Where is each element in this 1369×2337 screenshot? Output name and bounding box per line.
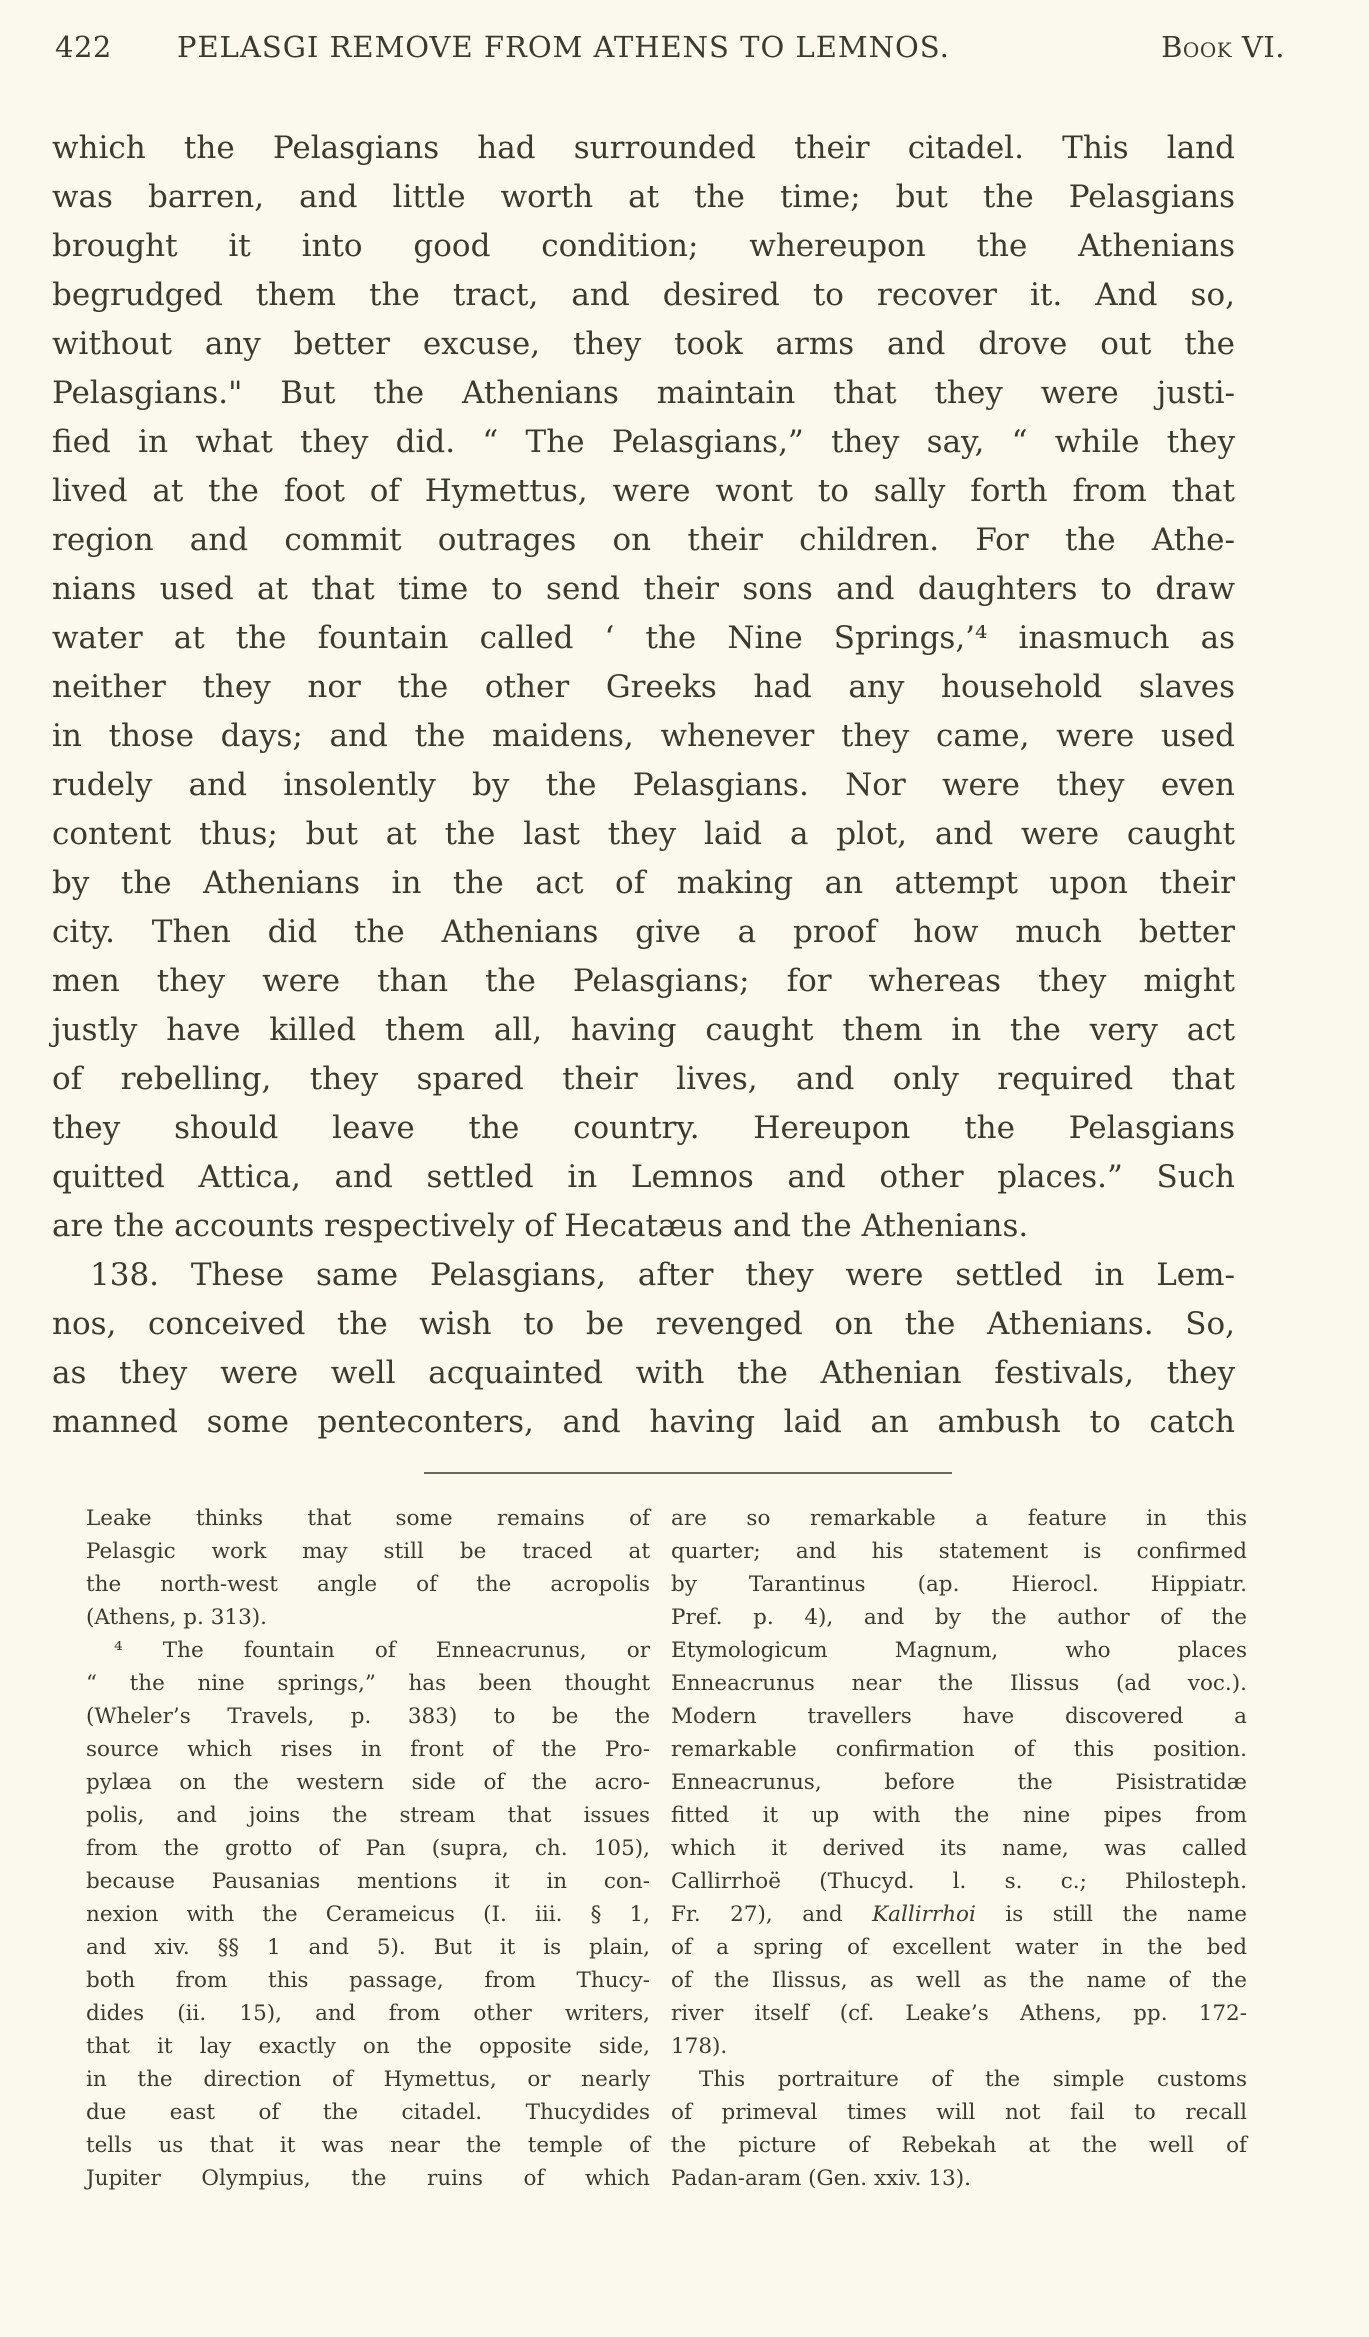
- footnotes-left-column: [86, 1502, 650, 2195]
- text-line: fied in what they did. “ The Pelasgians,” they say, “ while they: [52, 424, 1235, 460]
- text-line: which the Pelasgians had surrounded their citadel. This land: [52, 130, 1235, 166]
- footnote-line: Padan-aram (Gen. xxiv. 13).: [671, 2166, 971, 2191]
- footnote-line: polis, and joins the stream that issues: [86, 1803, 650, 1828]
- running-title: PELASGI REMOVE FROM ATHENS TO LEMNOS.: [177, 30, 950, 64]
- footnotes-right-column: [671, 1502, 1247, 2195]
- footnote-line: Jupiter Olympius, the ruins of which: [86, 2166, 650, 2191]
- footnote-line: in the direction of Hymettus, or nearly: [86, 2067, 650, 2092]
- text-line: without any better excuse, they took arms and drove out the: [52, 326, 1235, 362]
- footnote-line: due east of the citadel. Thucydides: [86, 2100, 650, 2125]
- footnote-line: nexion with the Cerameicus (I. iii. § 1,: [86, 1902, 650, 1927]
- text-line: region and commit outrages on their children. For the Athe-: [52, 522, 1235, 558]
- text-line: justly have killed them all, having caught them in the very act: [52, 1012, 1235, 1048]
- text-line: men they were than the Pelasgians; for whereas they might: [52, 963, 1235, 999]
- footnote-line: This portraiture of the simple customs: [699, 2067, 1247, 2092]
- text-line: manned some penteconters, and having laid an ambush to catch: [52, 1404, 1235, 1440]
- footnote-line: are so remarkable a feature in this: [671, 1506, 1247, 1531]
- footnote-line: Pelasgic work may still be traced at: [86, 1539, 650, 1564]
- footnote-line: Enneacrunus, before the Pisistratidæ: [671, 1770, 1247, 1795]
- text-line: rudely and insolently by the Pelasgians. Nor were they even: [52, 767, 1235, 803]
- footnote-line: Pref. p. 4), and by the author of the: [671, 1605, 1247, 1630]
- text-line: water at the fountain called ‘ the Nine Springs,’⁴ inasmuch as: [52, 620, 1235, 656]
- footnote-line: 178).: [671, 2034, 728, 2059]
- footnote-line: source which rises in front of the Pro-: [86, 1737, 650, 1762]
- text-line: content thus; but at the last they laid a plot, and were caught: [52, 816, 1235, 852]
- footnote-line: by Tarantinus (ap. Hierocl. Hippiatr.: [671, 1572, 1247, 1597]
- footnote-line: Callirrhoë (Thucyd. l. s. c.; Philosteph.: [671, 1869, 1247, 1894]
- main-text: [52, 124, 1235, 1447]
- footnote-line: (Athens, p. 313).: [86, 1605, 267, 1630]
- text-line: begrudged them the tract, and desired to recover it. And so,: [52, 277, 1235, 313]
- text-line: 138. These same Pelasgians, after they were settled in Lem-: [90, 1257, 1235, 1293]
- italic-word: Kallirrhoi: [872, 1902, 976, 1927]
- footnote-line: “ the nine springs,” has been thought: [86, 1671, 650, 1696]
- footnote-line: from the grotto of Pan (supra, ch. 105),: [86, 1836, 650, 1861]
- footnote-line: which it derived its name, was called: [671, 1836, 1247, 1861]
- text-line: lived at the foot of Hymettus, were wont to sally forth from that: [52, 473, 1235, 509]
- footnote-line: tells us that it was near the temple of: [86, 2133, 650, 2158]
- footnote-line: ⁴ The fountain of Enneacrunus, or: [114, 1638, 650, 1663]
- text-line: neither they nor the other Greeks had any household slaves: [52, 669, 1235, 705]
- footnote-line: the north-west angle of the acropolis: [86, 1572, 650, 1597]
- footnote-line: Modern travellers have discovered a: [671, 1704, 1247, 1729]
- footnote-line: pylæa on the western side of the acro-: [86, 1770, 650, 1795]
- footnote-line: (Wheler’s Travels, p. 383) to be the: [86, 1704, 650, 1729]
- text-line: nians used at that time to send their sons and daughters to draw: [52, 571, 1235, 607]
- footnote-line: Fr. 27), and Kallirrhoi is still the name: [671, 1902, 1247, 1927]
- footnote-line: remarkable confirmation of this position.: [671, 1737, 1247, 1762]
- footnote-line: and xiv. §§ 1 and 5). But it is plain,: [86, 1935, 650, 1960]
- text-line: city. Then did the Athenians give a proof how much better: [52, 914, 1235, 950]
- footnote-divider: [424, 1472, 952, 1474]
- footnote-line: river itself (cf. Leake’s Athens, pp. 172-: [671, 2001, 1247, 2026]
- footnote-line: both from this passage, from Thucy-: [86, 1968, 650, 1993]
- footnote-line: Enneacrunus near the Ilissus (ad voc.).: [671, 1671, 1247, 1696]
- text-line: as they were well acquainted with the Athenian festivals, they: [52, 1355, 1235, 1391]
- running-header: [55, 30, 1285, 76]
- text-line: Pelasgians." But the Athenians maintain that they were justi-: [52, 375, 1235, 411]
- text-line: quitted Attica, and settled in Lemnos and other places.” Such: [52, 1159, 1235, 1195]
- footnote-line: Leake thinks that some remains of: [86, 1506, 650, 1531]
- footnote-line: of the Ilissus, as well as the name of the: [671, 1968, 1247, 1993]
- footnote-line: that it lay exactly on the opposite side,: [86, 2034, 650, 2059]
- footnote-line: the picture of Rebekah at the well of: [671, 2133, 1247, 2158]
- footnote-line: of a spring of excellent water in the bed: [671, 1935, 1247, 1960]
- text-line: nos, conceived the wish to be revenged on the Athenians. So,: [52, 1306, 1235, 1342]
- book-label: Book VI.: [1161, 30, 1285, 64]
- page-number: 422: [55, 30, 112, 64]
- text-line: in those days; and the maidens, whenever they came, were used: [52, 718, 1235, 754]
- footnote-line: fitted it up with the nine pipes from: [671, 1803, 1247, 1828]
- footnote-line: of primeval times will not fail to recall: [671, 2100, 1247, 2125]
- text-line: by the Athenians in the act of making an attempt upon their: [52, 865, 1235, 901]
- text-line: of rebelling, they spared their lives, and only required that: [52, 1061, 1235, 1097]
- footnote-line: Etymologicum Magnum, who places: [671, 1638, 1247, 1663]
- footnote-line: dides (ii. 15), and from other writers,: [86, 2001, 650, 2026]
- text-line: they should leave the country. Hereupon the Pelasgians: [52, 1110, 1235, 1146]
- text-line: brought it into good condition; whereupon the Athenians: [52, 228, 1235, 264]
- text-line: are the accounts respectively of Hecatæus and the Athenians.: [52, 1208, 1029, 1244]
- text-line: was barren, and little worth at the time; but the Pelasgians: [52, 179, 1235, 215]
- footnote-line: because Pausanias mentions it in con-: [86, 1869, 650, 1894]
- footnote-line: quarter; and his statement is confirmed: [671, 1539, 1247, 1564]
